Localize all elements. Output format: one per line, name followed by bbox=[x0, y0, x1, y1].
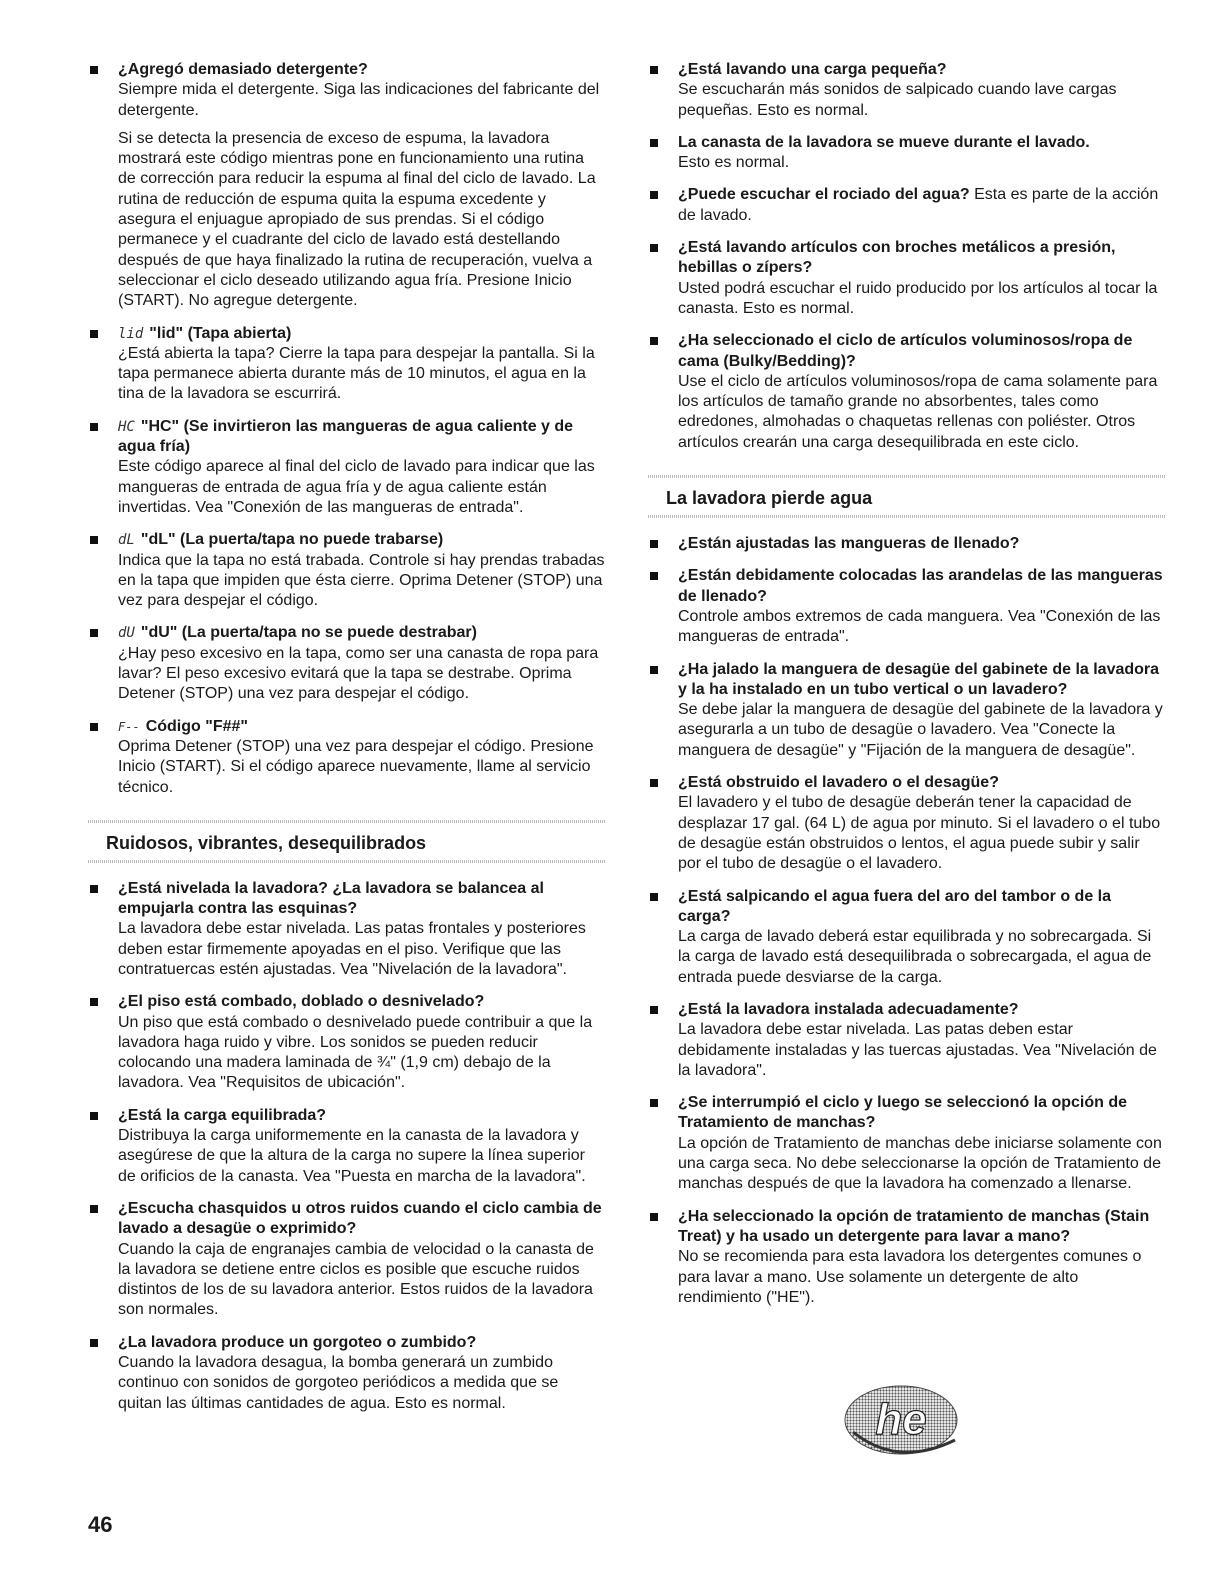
item-question: ¿El piso está combado, doblado o desnivelado? bbox=[118, 993, 485, 1011]
bullet-icon bbox=[650, 893, 658, 901]
bullet-icon bbox=[650, 66, 658, 74]
bullet-icon bbox=[650, 337, 658, 345]
bullet-icon bbox=[90, 330, 98, 338]
item-question bbox=[118, 324, 606, 344]
list-item bbox=[88, 1106, 606, 1187]
list-item bbox=[648, 773, 1165, 874]
bullet-icon bbox=[650, 540, 658, 548]
list-item bbox=[648, 1093, 1165, 1194]
item-question: ¿Se interrumpió el ciclo y luego se seleccionó la opción de Tratamiento de manchas? bbox=[678, 1094, 1128, 1132]
list-item bbox=[648, 60, 1165, 121]
item-question bbox=[118, 417, 606, 458]
list-item bbox=[648, 133, 1165, 174]
bullet-icon bbox=[650, 191, 658, 199]
list-item bbox=[88, 324, 606, 405]
item-question-text: "HC" (Se invirtieron las mangueras de agua caliente y de agua fría) bbox=[118, 417, 574, 456]
item-answer: Este código aparece al final del ciclo de lavado para indicar que las mangueras de entrada de agua fría y de agua caliente están invertidas. Vea "Conexión de las mangueras de entrada". bbox=[118, 458, 595, 516]
item-question: ¿Ha seleccionado el ciclo de artículos voluminosos/ropa de cama (Bulky/Bedding)? bbox=[678, 332, 1133, 370]
list-item bbox=[648, 1207, 1165, 1308]
item-answer: Esto es normal. bbox=[678, 154, 790, 172]
item-answer: La opción de Tratamiento de manchas debe iniciarse solamente con una carga seca. No debe seleccionarse la opción de Tratamiento de manchas después de que la lavadora ha comenzado a llenarse. bbox=[678, 1134, 1162, 1193]
section-title: Ruidosos, vibrantes, desequilibrados bbox=[106, 832, 427, 853]
bullet-icon bbox=[90, 423, 98, 431]
item-answer: Un piso que está combado o desnivelado puede contribuir a que la lavadora haga ruido y vibre. Los sonidos se pueden reducir colocando una madera laminada de ¾" (1,9 cm) debajo de la lavadora. Vea "Requisitos de ubicación". bbox=[118, 1013, 593, 1092]
item-question-text: "lid" (Tapa abierta) bbox=[149, 324, 292, 342]
bullet-icon bbox=[650, 572, 658, 580]
item-question: ¿Están debidamente colocadas las arandelas de las mangueras de llenado? bbox=[678, 567, 1163, 605]
item-answer: La carga de lavado deberá estar equilibrada y no sobrecargada. Si la carga de lavado está desequilibrada o sobrecargada, el agua de entrada puede desviarse de la carga. bbox=[678, 928, 1152, 986]
item-answer: Siempre mida el detergente. Siga las indicaciones del fabricante del detergente. bbox=[118, 81, 600, 119]
item-answer: El lavadero y el tubo de desagüe deberán tener la capacidad de desplazar 17 gal. (64 L) de agua por minuto. Si el lavadero o el tubo de desagüe están obstruidos o lentos, el agua puede subir y salir por el tubo de desagüe o el lavadero. bbox=[678, 794, 1161, 873]
item-answer: ¿Hay peso excesivo en la tapa, como ser una canasta de ropa para lavar? El peso excesivo evitará que la tapa se destrabe. Oprima Detener (STOP) una vez para despejar el código. bbox=[118, 644, 599, 703]
item-question bbox=[118, 717, 606, 737]
bullet-icon bbox=[650, 1099, 658, 1107]
item-question: ¿Agregó demasiado detergente? bbox=[118, 61, 368, 78]
bullet-icon bbox=[90, 998, 98, 1006]
item-question: ¿Escucha chasquidos u otros ruidos cuando el ciclo cambia de lavado a desagüe o exprimido? bbox=[118, 1199, 602, 1238]
section-title: La lavadora pierde agua bbox=[666, 488, 873, 509]
bullet-icon bbox=[650, 779, 658, 787]
section-header bbox=[648, 475, 1165, 518]
list-item bbox=[648, 238, 1165, 319]
item-question: ¿Está la carga equilibrada? bbox=[118, 1106, 327, 1124]
item-extra: Si se detecta la presencia de exceso de espuma, la lavadora mostrará este código mientras pone en funcionamiento una rutina de corrección para reducir la espuma al final del ciclo de lavado. La rutina de reducción de espuma quita la espuma excedente y asegura el enjuague apropiado de sus prendas. Si el código permanece y el cuadrante del ciclo de lavado está destellando después de que haya finalizado la rutina de recuperación, vuelva a seleccionar el ciclo deseado utilizando agua fría. Presione Inicio (START). No agregue detergente. bbox=[118, 129, 596, 310]
item-answer: Cuando la lavadora desagua, la bomba generará un zumbido continuo con sonidos de gorgoteo periódicos a medida que se quitan las últimas cantidades de agua. Esto es normal. bbox=[118, 1354, 559, 1412]
display-code-icon: F-- bbox=[118, 719, 140, 734]
item-question: ¿Ha jalado la manguera de desagüe del gabinete de la lavadora y la ha instalado en un tubo vertical o un lavadero? bbox=[678, 660, 1160, 698]
list-item bbox=[88, 60, 606, 312]
list-item bbox=[88, 623, 606, 704]
section-header bbox=[88, 820, 606, 863]
item-answer: Cuando la caja de engranajes cambia de velocidad o la canasta de la lavadora se detiene entre ciclos es posible que escuche ruidos distintos de los de su lavadora anterior. Estos ruidos de la lavadora son normales. bbox=[118, 1240, 594, 1319]
item-question: ¿Está obstruido el lavadero o el desagüe? bbox=[678, 774, 999, 792]
item-question-line bbox=[678, 186, 1158, 223]
item-answer: Oprima Detener (STOP) una vez para despejar el código. Presione Inicio (START). Si el código aparece nuevamente, llame al servicio técnico. bbox=[118, 737, 594, 796]
item-question: ¿Están ajustadas las mangueras de llenado? bbox=[678, 535, 1020, 553]
item-question: ¿Está salpicando el agua fuera del aro del tambor o de la carga? bbox=[678, 887, 1112, 925]
list-item bbox=[648, 534, 1165, 554]
item-question: ¿Está la lavadora instalada adecuadamente? bbox=[678, 1000, 1019, 1018]
he-logo-text: he bbox=[875, 1395, 927, 1444]
item-answer: Se debe jalar la manguera de desagüe del gabinete de la lavadora y asegurarla a un tubo de desagüe o lavadero. Vea "Conecte la manguera de desagüe" y "Fijación de la manguera de desagüe". bbox=[678, 701, 1163, 759]
right-column bbox=[648, 60, 1165, 1320]
item-answer: Usted podrá escuchar el ruido producido por los artículos al tocar la canasta. Esto es normal. bbox=[678, 279, 1158, 317]
item-question: ¿La lavadora produce un gorgoteo o zumbido? bbox=[118, 1333, 477, 1351]
item-question-text: "dL" (La puerta/tapa no puede trabarse) bbox=[140, 531, 444, 549]
display-code-icon: dL bbox=[118, 532, 135, 549]
display-code-icon: dU bbox=[118, 625, 135, 642]
item-answer: La lavadora debe estar nivelada. Las patas deben estar debidamente instaladas y las tuercas ajustadas. Vea "Nivelación de la lavadora". bbox=[678, 1021, 1157, 1079]
display-code-icon: HC bbox=[118, 418, 135, 435]
item-question bbox=[118, 623, 606, 643]
list-item bbox=[648, 185, 1165, 226]
item-answer: Indica que la tapa no está trabada. Controle si hay prendas trabadas en la tapa que impiden que ésta cierre. Oprima Detener (STOP) una vez para despejar el código. bbox=[118, 551, 605, 610]
list-item bbox=[88, 879, 606, 980]
bullet-icon bbox=[90, 723, 98, 731]
item-answer: ¿Está abierta la tapa? Cierre la tapa para despejar la pantalla. Si la tapa permanece abierta durante más de 10 minutos, el agua en la tina de la lavadora se escurrirá. bbox=[118, 344, 595, 403]
bullet-icon bbox=[650, 1006, 658, 1014]
bullet-icon bbox=[90, 1112, 98, 1120]
page-number: 46 bbox=[88, 1512, 113, 1537]
item-question: ¿Está lavando artículos con broches metálicos a presión, hebillas o zípers? bbox=[678, 239, 1116, 277]
bullet-icon bbox=[90, 536, 98, 544]
list-item bbox=[88, 717, 606, 798]
left-column bbox=[88, 60, 606, 1426]
list-item bbox=[648, 566, 1165, 647]
item-question: ¿Está nivelada la lavadora? ¿La lavadora se balancea al empujarla contra las esquinas? bbox=[118, 879, 544, 918]
list-item bbox=[648, 331, 1165, 453]
item-question: La canasta de la lavadora se mueve durante el lavado. bbox=[678, 133, 1090, 151]
item-question bbox=[118, 530, 606, 550]
item-question: ¿Está lavando una carga pequeña? bbox=[678, 61, 947, 78]
bullet-icon bbox=[650, 139, 658, 147]
list-item bbox=[88, 1333, 606, 1414]
item-question: ¿Ha seleccionado la opción de tratamiento de manchas (Stain Treat) y ha usado un detergente para lavar a mano? bbox=[678, 1207, 1150, 1245]
list-item bbox=[88, 992, 606, 1093]
item-question-text: Código "F##" bbox=[145, 717, 248, 735]
item-answer: Se escucharán más sonidos de salpicado cuando lave cargas pequeñas. Esto es normal. bbox=[678, 81, 1117, 119]
item-answer: Esta es parte de la acción de lavado. bbox=[678, 186, 1159, 224]
list-item bbox=[88, 530, 606, 611]
bullet-icon bbox=[90, 885, 98, 893]
item-answer: Distribuya la carga uniformemente en la canasta de la lavadora y asegúrese de que la altura de la carga no supere la línea superior de orificios de la canasta. Vea "Puesta en marcha de la lavadora". bbox=[118, 1127, 586, 1185]
display-code-icon: lid bbox=[118, 325, 144, 342]
list-item bbox=[88, 417, 606, 518]
bullet-icon bbox=[90, 66, 98, 74]
bullet-icon bbox=[90, 1205, 98, 1213]
he-logo-icon bbox=[843, 1380, 963, 1462]
item-answer: La lavadora debe estar nivelada. Las patas frontales y posteriores deben estar firmemente apoyadas en el piso. Verifique que las contratuercas estén ajustadas. Vea "Nivelación de la lavadora". bbox=[118, 920, 586, 978]
section-divider bbox=[648, 515, 1165, 518]
bullet-icon bbox=[650, 1213, 658, 1221]
item-answer: Controle ambos extremos de cada manguera. Vea "Conexión de las mangueras de entrada". bbox=[678, 607, 1161, 646]
list-item bbox=[648, 1000, 1165, 1081]
bullet-icon bbox=[90, 629, 98, 637]
item-answer: No se recomienda para esta lavadora los detergentes comunes o para lavar a mano. Use solamente un detergente de alto rendimiento ("HE"). bbox=[678, 1248, 1142, 1306]
item-question: ¿Puede escuchar el rociado del agua? bbox=[678, 186, 970, 204]
item-question-text: "dU" (La puerta/tapa no se puede destrabar) bbox=[140, 624, 477, 642]
section-divider bbox=[88, 860, 606, 863]
item-answer: Use el ciclo de artículos voluminosos/ropa de cama solamente para los artículos de tamaño grande no absorbentes, tales como edredones, almohadas o chaquetas rellenas con poliéster. Otros artículos crearán una carga desequilibrada en este ciclo. bbox=[678, 372, 1158, 451]
bullet-icon bbox=[650, 244, 658, 252]
list-item bbox=[88, 1199, 606, 1321]
list-item bbox=[648, 887, 1165, 988]
bullet-icon bbox=[90, 1339, 98, 1347]
bullet-icon bbox=[650, 666, 658, 674]
list-item bbox=[648, 660, 1165, 761]
